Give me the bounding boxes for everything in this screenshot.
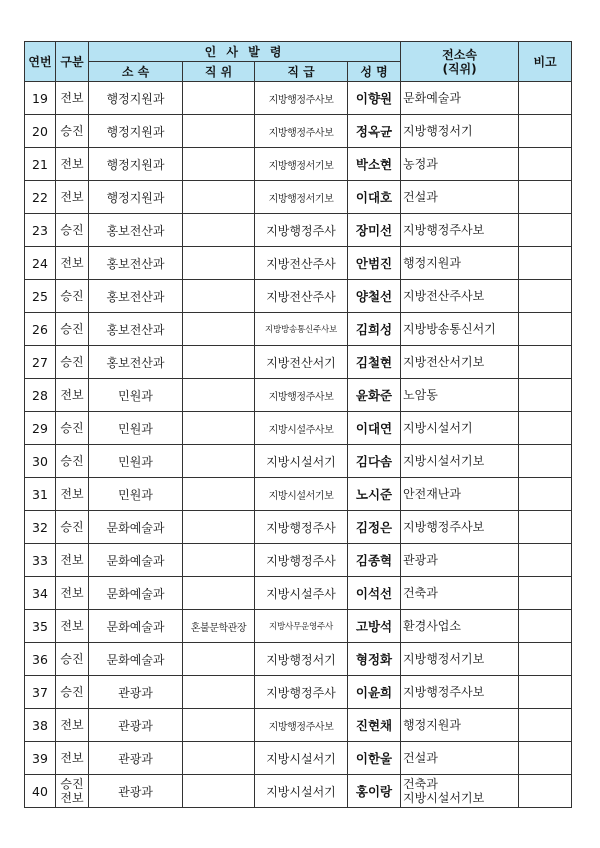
cell-no: 21 — [25, 148, 56, 181]
table-row — [25, 775, 572, 808]
cell-remark — [519, 379, 572, 412]
cell-position — [183, 148, 255, 181]
cell-name: 김종혁 — [348, 544, 401, 577]
personnel-table — [24, 41, 572, 808]
cell-dept: 문화예술과 — [89, 511, 183, 544]
cell-name: 박소현 — [348, 148, 401, 181]
cell-type — [56, 610, 89, 643]
cell-transfer — [401, 181, 519, 214]
cell-no: 31 — [25, 478, 56, 511]
cell-name: 고방석 — [348, 610, 401, 643]
cell-position — [183, 478, 255, 511]
cell-no: 32 — [25, 511, 56, 544]
cell-type — [56, 511, 89, 544]
cell-transfer-line: 건설과 — [403, 751, 438, 765]
cell-grade: 지방시설주사 — [255, 577, 348, 610]
cell-no: 38 — [25, 709, 56, 742]
cell-grade: 지방시설서기 — [255, 775, 348, 808]
cell-type-line: 전보 — [60, 791, 84, 805]
cell-type — [56, 544, 89, 577]
cell-transfer — [401, 445, 519, 478]
cell-type — [56, 379, 89, 412]
cell-no: 22 — [25, 181, 56, 214]
cell-remark — [519, 544, 572, 577]
table-row — [25, 742, 572, 775]
cell-transfer — [401, 412, 519, 445]
cell-dept: 홍보전산과 — [89, 214, 183, 247]
cell-grade: 지방시설서기보 — [255, 478, 348, 511]
cell-position — [183, 412, 255, 445]
cell-position: 혼불문학관장 — [183, 610, 255, 643]
cell-transfer — [401, 280, 519, 313]
table-row — [25, 82, 572, 115]
cell-grade: 지방행정주사보 — [255, 379, 348, 412]
header-name: 성 명 — [348, 62, 401, 82]
cell-type-line: 전보 — [60, 157, 84, 171]
cell-grade: 지방행정서기보 — [255, 181, 348, 214]
table-row — [25, 214, 572, 247]
cell-type — [56, 148, 89, 181]
table-row — [25, 346, 572, 379]
table-row — [25, 181, 572, 214]
cell-no: 20 — [25, 115, 56, 148]
cell-name: 이윤희 — [348, 676, 401, 709]
table-row — [25, 445, 572, 478]
cell-type-line: 승진 — [60, 289, 84, 303]
cell-remark — [519, 247, 572, 280]
cell-type-line: 승진 — [60, 454, 84, 468]
cell-position — [183, 247, 255, 280]
cell-type — [56, 445, 89, 478]
cell-transfer-line: 지방시설서기보 — [403, 454, 485, 468]
cell-type — [56, 643, 89, 676]
cell-type-line: 승진 — [60, 652, 84, 666]
cell-position — [183, 643, 255, 676]
cell-type-line: 승진 — [60, 355, 84, 369]
cell-transfer-line: 지방전산주사보 — [403, 289, 485, 303]
cell-position — [183, 775, 255, 808]
cell-grade: 지방사무운영주사 — [255, 610, 348, 643]
cell-name: 양철선 — [348, 280, 401, 313]
table-row — [25, 643, 572, 676]
cell-remark — [519, 214, 572, 247]
cell-type-line: 승진 — [60, 322, 84, 336]
cell-grade: 지방행정주사 — [255, 214, 348, 247]
cell-transfer — [401, 742, 519, 775]
cell-type — [56, 181, 89, 214]
cell-no: 28 — [25, 379, 56, 412]
cell-position — [183, 709, 255, 742]
cell-grade: 지방행정주사보 — [255, 82, 348, 115]
table-row — [25, 709, 572, 742]
header-position: 직 위 — [183, 62, 255, 82]
cell-type — [56, 247, 89, 280]
cell-remark — [519, 511, 572, 544]
cell-type — [56, 82, 89, 115]
cell-name: 이한울 — [348, 742, 401, 775]
cell-transfer — [401, 709, 519, 742]
cell-position — [183, 742, 255, 775]
cell-transfer-line: 건축과 — [403, 586, 438, 600]
table-row — [25, 610, 572, 643]
table-row — [25, 412, 572, 445]
cell-grade: 지방방송통신주사보 — [255, 313, 348, 346]
cell-no: 29 — [25, 412, 56, 445]
cell-name: 이대연 — [348, 412, 401, 445]
cell-transfer-line: 농정과 — [403, 157, 438, 171]
cell-remark — [519, 676, 572, 709]
cell-transfer-line: 지방시설서기보 — [403, 791, 485, 805]
table-row — [25, 280, 572, 313]
cell-transfer — [401, 346, 519, 379]
cell-transfer-line: 건축과 — [403, 777, 438, 791]
cell-dept: 민원과 — [89, 379, 183, 412]
cell-type-line: 전보 — [60, 388, 84, 402]
cell-type — [56, 577, 89, 610]
cell-name: 윤화준 — [348, 379, 401, 412]
cell-type — [56, 742, 89, 775]
cell-transfer-line: 환경사업소 — [403, 619, 461, 633]
cell-remark — [519, 610, 572, 643]
cell-position — [183, 577, 255, 610]
cell-dept: 민원과 — [89, 412, 183, 445]
cell-transfer — [401, 115, 519, 148]
cell-type-line: 전보 — [60, 190, 84, 204]
cell-transfer-line: 지방방송통신서기 — [403, 322, 496, 336]
cell-no: 24 — [25, 247, 56, 280]
cell-transfer-line: 관광과 — [403, 553, 438, 567]
cell-position — [183, 544, 255, 577]
table-row — [25, 313, 572, 346]
cell-grade: 지방전산주사 — [255, 247, 348, 280]
cell-no: 40 — [25, 775, 56, 808]
cell-dept: 행정지원과 — [89, 82, 183, 115]
cell-transfer — [401, 478, 519, 511]
cell-name: 형정화 — [348, 643, 401, 676]
cell-name: 노시준 — [348, 478, 401, 511]
cell-type-line: 승진 — [60, 777, 84, 791]
cell-grade: 지방행정서기 — [255, 643, 348, 676]
table-header — [25, 42, 572, 82]
cell-name: 김정은 — [348, 511, 401, 544]
cell-dept: 홍보전산과 — [89, 313, 183, 346]
cell-remark — [519, 346, 572, 379]
cell-type-line: 승진 — [60, 520, 84, 534]
cell-dept: 관광과 — [89, 775, 183, 808]
cell-remark — [519, 577, 572, 610]
cell-no: 33 — [25, 544, 56, 577]
cell-position — [183, 214, 255, 247]
cell-name: 장미선 — [348, 214, 401, 247]
cell-transfer-line: 지방행정주사보 — [403, 520, 485, 534]
cell-remark — [519, 148, 572, 181]
cell-transfer — [401, 148, 519, 181]
cell-dept: 문화예술과 — [89, 610, 183, 643]
cell-transfer — [401, 313, 519, 346]
cell-remark — [519, 643, 572, 676]
cell-position — [183, 181, 255, 214]
cell-type — [56, 775, 89, 808]
cell-dept: 홍보전산과 — [89, 280, 183, 313]
cell-transfer-line: 지방행정주사보 — [403, 223, 485, 237]
cell-grade: 지방시설주사보 — [255, 412, 348, 445]
cell-dept: 민원과 — [89, 445, 183, 478]
cell-type-line: 승진 — [60, 421, 84, 435]
cell-transfer — [401, 577, 519, 610]
cell-type — [56, 676, 89, 709]
cell-dept: 관광과 — [89, 742, 183, 775]
cell-name: 안범진 — [348, 247, 401, 280]
header-transfer — [401, 42, 519, 82]
header-dept: 소 속 — [89, 62, 183, 82]
cell-name: 이석선 — [348, 577, 401, 610]
cell-type-line: 전보 — [60, 256, 84, 270]
cell-transfer — [401, 511, 519, 544]
cell-type-line: 전보 — [60, 487, 84, 501]
cell-remark — [519, 445, 572, 478]
header-type: 구분 — [56, 42, 89, 82]
cell-remark — [519, 412, 572, 445]
cell-position — [183, 82, 255, 115]
cell-no: 30 — [25, 445, 56, 478]
table-row — [25, 511, 572, 544]
header-grade: 직 급 — [255, 62, 348, 82]
cell-dept: 행정지원과 — [89, 148, 183, 181]
cell-type-line: 전보 — [60, 91, 84, 105]
cell-dept: 관광과 — [89, 676, 183, 709]
cell-type-line: 전보 — [60, 586, 84, 600]
cell-no: 36 — [25, 643, 56, 676]
cell-type-line: 승진 — [60, 124, 84, 138]
header-transfer-sub: (직위) — [442, 61, 477, 76]
cell-type — [56, 412, 89, 445]
cell-no: 25 — [25, 280, 56, 313]
cell-transfer — [401, 544, 519, 577]
cell-name: 김철현 — [348, 346, 401, 379]
cell-dept: 행정지원과 — [89, 115, 183, 148]
cell-transfer-line: 행정지원과 — [403, 718, 461, 732]
cell-name: 이대호 — [348, 181, 401, 214]
cell-transfer — [401, 379, 519, 412]
cell-dept: 행정지원과 — [89, 181, 183, 214]
cell-type-line: 승진 — [60, 223, 84, 237]
header-transfer-label: 전소속 — [442, 47, 477, 62]
cell-remark — [519, 280, 572, 313]
cell-transfer-line: 안전재난과 — [403, 487, 461, 501]
cell-grade: 지방행정주사보 — [255, 115, 348, 148]
cell-no: 23 — [25, 214, 56, 247]
table-row — [25, 544, 572, 577]
cell-no: 26 — [25, 313, 56, 346]
cell-transfer — [401, 82, 519, 115]
cell-dept: 관광과 — [89, 709, 183, 742]
header-remark: 비고 — [519, 42, 572, 82]
cell-position — [183, 379, 255, 412]
cell-position — [183, 346, 255, 379]
cell-transfer-line: 지방시설서기 — [403, 421, 473, 435]
cell-no: 39 — [25, 742, 56, 775]
cell-name: 김다솜 — [348, 445, 401, 478]
cell-remark — [519, 478, 572, 511]
cell-transfer — [401, 775, 519, 808]
cell-type — [56, 214, 89, 247]
table-row — [25, 676, 572, 709]
cell-remark — [519, 82, 572, 115]
cell-transfer-line: 문화예술과 — [403, 91, 461, 105]
cell-type-line: 승진 — [60, 685, 84, 699]
cell-dept: 문화예술과 — [89, 544, 183, 577]
cell-no: 19 — [25, 82, 56, 115]
cell-transfer-line: 지방전산서기보 — [403, 355, 485, 369]
cell-transfer-line: 지방행정서기보 — [403, 652, 485, 666]
table-row — [25, 115, 572, 148]
cell-type — [56, 313, 89, 346]
cell-type — [56, 478, 89, 511]
cell-remark — [519, 709, 572, 742]
cell-transfer — [401, 214, 519, 247]
table-body — [25, 82, 572, 808]
cell-grade: 지방행정서기보 — [255, 148, 348, 181]
cell-grade: 지방시설서기 — [255, 742, 348, 775]
cell-type — [56, 280, 89, 313]
cell-type — [56, 346, 89, 379]
cell-remark — [519, 742, 572, 775]
table-row — [25, 577, 572, 610]
cell-dept: 민원과 — [89, 478, 183, 511]
cell-dept: 문화예술과 — [89, 577, 183, 610]
table-row — [25, 478, 572, 511]
cell-grade: 지방행정주사 — [255, 511, 348, 544]
cell-position — [183, 313, 255, 346]
cell-no: 37 — [25, 676, 56, 709]
table-row — [25, 148, 572, 181]
table-row — [25, 247, 572, 280]
cell-name: 정옥균 — [348, 115, 401, 148]
cell-transfer-line: 건설과 — [403, 190, 438, 204]
cell-type-line: 전보 — [60, 751, 84, 765]
cell-remark — [519, 181, 572, 214]
cell-name: 김희성 — [348, 313, 401, 346]
cell-name: 홍이랑 — [348, 775, 401, 808]
cell-type-line: 전보 — [60, 553, 84, 567]
cell-grade: 지방전산주사 — [255, 280, 348, 313]
cell-remark — [519, 115, 572, 148]
cell-transfer-line: 노암동 — [403, 388, 438, 402]
cell-dept: 문화예술과 — [89, 643, 183, 676]
cell-grade: 지방전산서기 — [255, 346, 348, 379]
cell-remark — [519, 775, 572, 808]
cell-no: 27 — [25, 346, 56, 379]
cell-name: 이향원 — [348, 82, 401, 115]
cell-grade: 지방행정주사 — [255, 544, 348, 577]
header-no: 연번 — [25, 42, 56, 82]
cell-no: 34 — [25, 577, 56, 610]
cell-no: 35 — [25, 610, 56, 643]
cell-position — [183, 511, 255, 544]
cell-transfer — [401, 643, 519, 676]
cell-grade: 지방행정주사 — [255, 676, 348, 709]
cell-grade: 지방행정주사보 — [255, 709, 348, 742]
cell-dept: 홍보전산과 — [89, 346, 183, 379]
cell-grade: 지방시설서기 — [255, 445, 348, 478]
cell-transfer-line: 지방행정주사보 — [403, 685, 485, 699]
cell-transfer — [401, 676, 519, 709]
cell-position — [183, 280, 255, 313]
cell-type-line: 전보 — [60, 718, 84, 732]
cell-transfer-line: 행정지원과 — [403, 256, 461, 270]
cell-position — [183, 676, 255, 709]
cell-position — [183, 115, 255, 148]
cell-position — [183, 445, 255, 478]
cell-remark — [519, 313, 572, 346]
cell-transfer — [401, 247, 519, 280]
cell-transfer-line: 지방행정서기 — [403, 124, 473, 138]
cell-type — [56, 709, 89, 742]
header-appointment: 인 사 발 령 — [89, 42, 401, 62]
cell-dept: 홍보전산과 — [89, 247, 183, 280]
cell-type — [56, 115, 89, 148]
cell-name: 진현채 — [348, 709, 401, 742]
table-row — [25, 379, 572, 412]
cell-transfer — [401, 610, 519, 643]
cell-type-line: 전보 — [60, 619, 84, 633]
